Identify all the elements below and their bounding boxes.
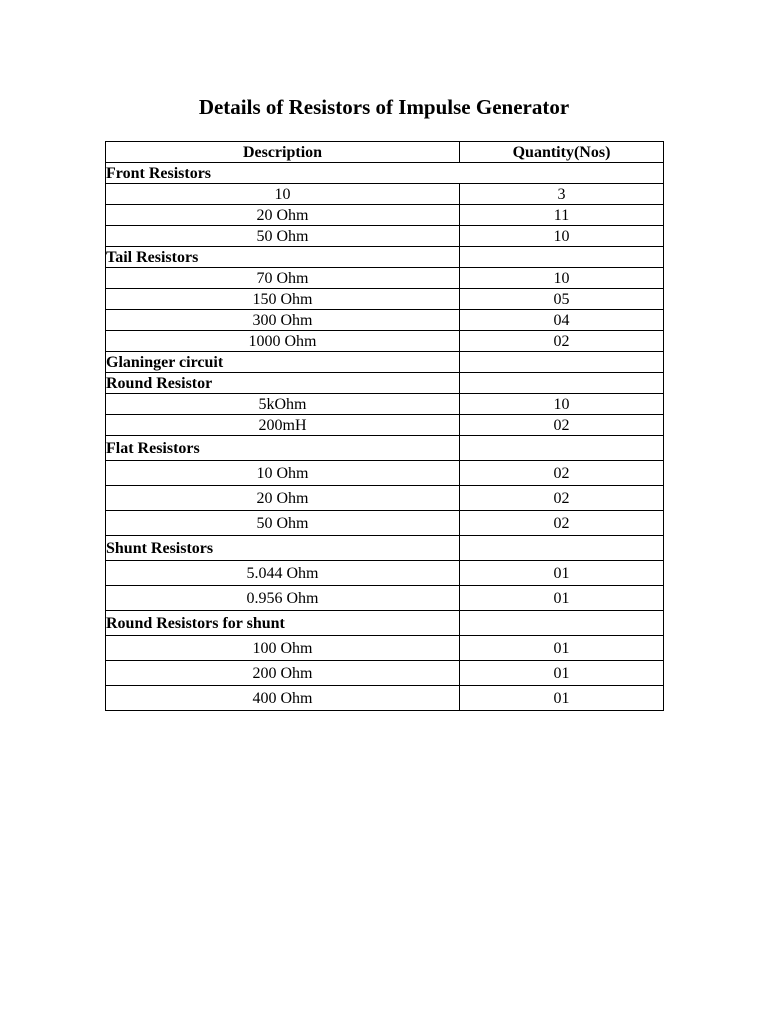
description-cell: 50 Ohm: [106, 511, 460, 536]
table-header-row: [106, 142, 664, 163]
table-row: [106, 268, 664, 289]
description-cell: 70 Ohm: [106, 268, 460, 289]
description-cell: 5kOhm: [106, 394, 460, 415]
description-cell: 10 Ohm: [106, 461, 460, 486]
table-row: [106, 394, 664, 415]
description-header: Description: [106, 142, 460, 163]
category-row: [106, 247, 664, 268]
quantity-cell: 04: [460, 310, 664, 331]
description-cell: 20 Ohm: [106, 486, 460, 511]
table-row: [106, 511, 664, 536]
description-cell: 200mH: [106, 415, 460, 436]
quantity-cell: 01: [460, 661, 664, 686]
category-row: [106, 163, 664, 184]
quantity-cell: 02: [460, 486, 664, 511]
table-body: [106, 163, 664, 711]
description-cell: 50 Ohm: [106, 226, 460, 247]
quantity-cell: 02: [460, 461, 664, 486]
quantity-cell: 11: [460, 205, 664, 226]
description-cell: 400 Ohm: [106, 686, 460, 711]
table-row: [106, 310, 664, 331]
quantity-cell: 10: [460, 394, 664, 415]
category-label: Glaninger circuit: [106, 352, 460, 373]
description-cell: 200 Ohm: [106, 661, 460, 686]
empty-quantity-cell: [460, 352, 664, 373]
quantity-cell: 02: [460, 511, 664, 536]
table-row: [106, 184, 664, 205]
table-row: [106, 415, 664, 436]
category-row: [106, 352, 664, 373]
table-row: [106, 205, 664, 226]
quantity-cell: 01: [460, 561, 664, 586]
category-label: Tail Resistors: [106, 247, 460, 268]
category-label: Round Resistor: [106, 373, 460, 394]
category-label: Shunt Resistors: [106, 536, 460, 561]
table-row: [106, 331, 664, 352]
resistor-table: [105, 141, 664, 711]
table-row: [106, 686, 664, 711]
table-row: [106, 586, 664, 611]
description-cell: 150 Ohm: [106, 289, 460, 310]
description-cell: 20 Ohm: [106, 205, 460, 226]
table-row: [106, 486, 664, 511]
quantity-cell: 3: [460, 184, 664, 205]
quantity-cell: 02: [460, 415, 664, 436]
table-row: [106, 289, 664, 310]
table-row: [106, 461, 664, 486]
quantity-cell: 01: [460, 586, 664, 611]
quantity-cell: 10: [460, 268, 664, 289]
table-row: [106, 636, 664, 661]
table-row: [106, 561, 664, 586]
quantity-header: Quantity(Nos): [460, 142, 664, 163]
description-cell: 0.956 Ohm: [106, 586, 460, 611]
empty-quantity-cell: [460, 611, 664, 636]
category-row: [106, 611, 664, 636]
table-row: [106, 226, 664, 247]
category-row: [106, 536, 664, 561]
quantity-cell: 10: [460, 226, 664, 247]
description-cell: 100 Ohm: [106, 636, 460, 661]
category-label: Front Resistors: [106, 163, 664, 184]
category-label: Flat Resistors: [106, 436, 460, 461]
description-cell: 10: [106, 184, 460, 205]
quantity-cell: 01: [460, 686, 664, 711]
empty-quantity-cell: [460, 247, 664, 268]
empty-quantity-cell: [460, 536, 664, 561]
table-row: [106, 661, 664, 686]
page-title: Details of Resistors of Impulse Generator: [198, 95, 570, 119]
category-row: [106, 373, 664, 394]
description-cell: 1000 Ohm: [106, 331, 460, 352]
quantity-cell: 05: [460, 289, 664, 310]
description-cell: 300 Ohm: [106, 310, 460, 331]
description-cell: 5.044 Ohm: [106, 561, 460, 586]
empty-quantity-cell: [460, 436, 664, 461]
quantity-cell: 01: [460, 636, 664, 661]
quantity-cell: 02: [460, 331, 664, 352]
empty-quantity-cell: [460, 373, 664, 394]
category-label: Round Resistors for shunt: [106, 611, 460, 636]
category-row: [106, 436, 664, 461]
